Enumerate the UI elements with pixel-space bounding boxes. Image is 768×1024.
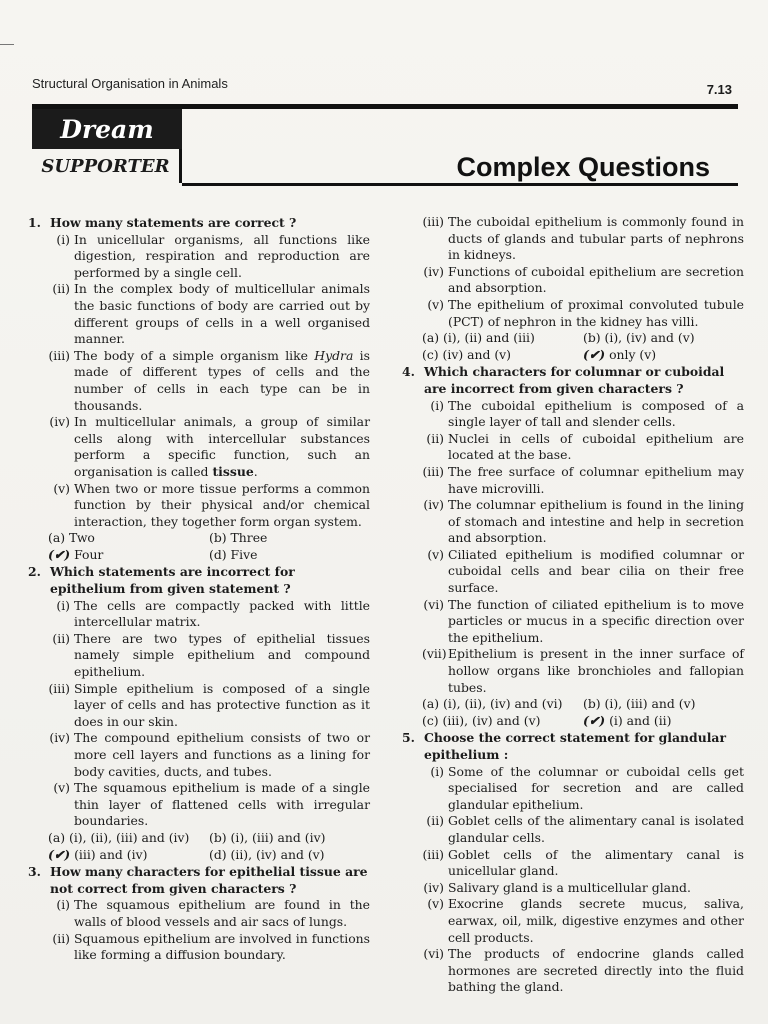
margin-mark bbox=[0, 44, 14, 45]
badge-supporter: SUPPORTER bbox=[32, 149, 182, 183]
statement: (ii) Nuclei in cells of cuboidal epithelium are located at the base. bbox=[426, 430, 744, 463]
tick-mark-icon: (✔) bbox=[48, 546, 71, 562]
badge-dream: Dream bbox=[32, 109, 182, 149]
option-b[interactable]: (b) (i), (iii) and (iv) bbox=[209, 829, 326, 845]
statement: (v) Exocrine glands secrete mucus, saliva, earwax, oil, milk, digestive enzymes and other cell products. bbox=[427, 896, 744, 945]
options bbox=[28, 830, 370, 863]
option-b[interactable]: (b) (i), (iv) and (v) bbox=[583, 330, 695, 346]
question-5: 5. Choose the correct statement for glandular epithelium : bbox=[402, 730, 726, 762]
statement: (iv) Functions of cuboidal epithelium are secretion and absorption. bbox=[423, 263, 744, 296]
option-d[interactable]: (d) Five bbox=[209, 546, 258, 562]
statement: (vi) The function of ciliated epithelium is to move particles or mucus in a specific direction over the epithelium. bbox=[423, 596, 744, 645]
options bbox=[28, 530, 370, 563]
statement: (ii) Goblet cells of the alimentary canal is isolated glandular cells. bbox=[426, 813, 744, 845]
option-a[interactable]: (a) (i), (ii) and (iii) bbox=[422, 330, 535, 346]
question-1: 1. How many statements are correct ? bbox=[28, 215, 297, 230]
option-b[interactable]: (b) Three bbox=[209, 530, 268, 546]
statement: (i) The squamous epithelium are found in the walls of blood vessels and air sacs of lungs. bbox=[56, 897, 370, 929]
option-a[interactable]: (a) (i), (ii), (iii) and (iv) bbox=[48, 829, 190, 845]
statement: (vi) The products of endocrine glands called hormones are secreted directly into the fluid bathing the gland. bbox=[423, 946, 744, 995]
tick-mark-icon: (✔) bbox=[48, 846, 71, 862]
statement: (iii) The free surface of columnar epithelium may have microvilli. bbox=[422, 463, 744, 496]
page-number: 7.13 bbox=[706, 82, 732, 97]
statement: (iv) The compound epithelium consists of two or more cell layers and functions as a lining for body cavities, ducts, and tubes. bbox=[49, 730, 370, 779]
question-3: 3. How many characters for epithelial tissue are not correct from given characters ? bbox=[28, 864, 368, 896]
statement: (ii) Squamous epithelium are involved in functions like forming a diffusion boundary. bbox=[52, 930, 370, 963]
statement: (ii) In the complex body of multicellular animals the basic functions of body are carried out by different groups of cells in a well organised manner. bbox=[52, 281, 370, 347]
statement: (v) The squamous epithelium is made of a single thin layer of flattened cells with irregular boundaries. bbox=[53, 780, 370, 829]
statement: (v) Ciliated epithelium is modified columnar or cuboidal cells and bear cilia on their free surface. bbox=[427, 546, 744, 596]
left-column bbox=[28, 214, 370, 964]
statement: (i) Some of the columnar or cuboidal cells get specialised for secretion and are called glandular epithelium. bbox=[430, 763, 744, 812]
statement: (i) The cells are compactly packed with little intercellular matrix. bbox=[56, 597, 370, 630]
option-a[interactable]: (a) (i), (ii), (iv) and (vi) bbox=[422, 696, 563, 712]
option-d[interactable]: (d) (ii), (iv) and (v) bbox=[209, 846, 325, 862]
option-c[interactable]: (✔) (iii) and (iv) bbox=[48, 846, 148, 862]
statement: (v) When two or more tissue performs a common function by their physical and/or chemical interaction, they together form organ system. bbox=[53, 480, 370, 529]
running-title: Structural Organisation in Animals bbox=[32, 76, 228, 91]
right-column bbox=[402, 214, 744, 996]
statement: (iii) The body of a simple organism like Hydra is made of different types of cells and the number of cells in each type can be in thousands. bbox=[48, 347, 370, 413]
option-d[interactable]: (✔) only (v) bbox=[583, 346, 657, 362]
options bbox=[402, 330, 744, 363]
statement: (iii) Goblet cells of the alimentary canal is unicellular gland. bbox=[422, 846, 744, 879]
statement: (v) The epithelium of proximal convoluted tubule (PCT) of nephron in the kidney has villi. bbox=[427, 296, 744, 329]
section-title: Complex Questions bbox=[456, 152, 710, 182]
header-rule-bottom bbox=[182, 183, 738, 186]
option-a[interactable]: (a) Two bbox=[48, 530, 95, 546]
option-b[interactable]: (b) (i), (iii) and (v) bbox=[583, 696, 696, 712]
question-2: 2. Which statements are incorrect for epithelium from given statement ? bbox=[28, 564, 295, 597]
question-4: 4. Which characters for columnar or cuboidal are incorrect from given characters ? bbox=[402, 364, 725, 396]
tick-mark-icon: (✔) bbox=[583, 712, 606, 728]
statement: (iii) The cuboidal epithelium is commonly found in ducts of glands and tubular parts of nephrons in kidneys. bbox=[422, 214, 744, 263]
statement: (i) The cuboidal epithelium is composed of a single layer of tall and slender cells. bbox=[430, 397, 744, 430]
statement: (vii)Epithelium is present in the inner surface of hollow organs like bronchioles and fallopian tubes. bbox=[422, 646, 744, 695]
option-c[interactable]: (c) (iv) and (v) bbox=[422, 346, 512, 362]
options bbox=[402, 696, 744, 729]
statement: (ii) There are two types of epithelial tissues namely simple epithelium and compound epithelium. bbox=[52, 630, 370, 680]
statement: (iv) In multicellular animals, a group of similar cells along with intercellular substances perform a specific function, such an organisation is called tissue. bbox=[49, 414, 370, 479]
statement: (i) In unicellular organisms, all functions like digestion, respiration and reproduction are performed by a single cell. bbox=[56, 231, 370, 280]
statement: (iv) The columnar epithelium is found in the lining of stomach and intestine and help in secretion and absorption. bbox=[423, 497, 744, 546]
tick-mark-icon: (✔) bbox=[583, 346, 606, 362]
option-c[interactable]: (c) (iii), (iv) and (v) bbox=[422, 712, 541, 728]
option-d[interactable]: (✔) (i) and (ii) bbox=[583, 712, 672, 728]
statement: (iii) Simple epithelium is composed of a single layer of cells and has protective function as it does in our skin. bbox=[48, 680, 370, 729]
option-c[interactable]: (✔) Four bbox=[48, 546, 104, 562]
statement: (iv) Salivary gland is a multicellular gland. bbox=[423, 879, 691, 895]
